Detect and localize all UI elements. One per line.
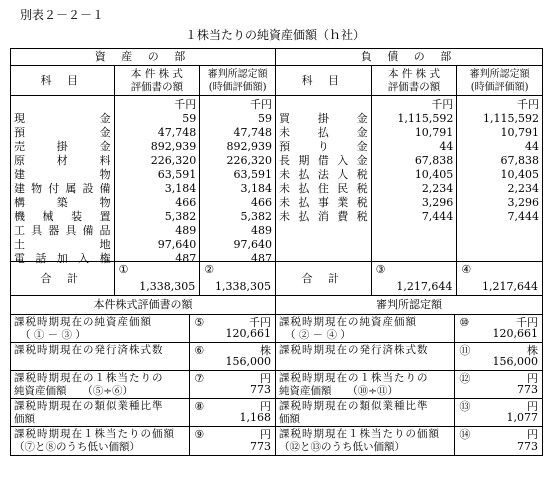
assets-tribunal-values bbox=[200, 96, 276, 265]
tribunal-value: 10,791 bbox=[500, 126, 539, 139]
book-value: 63,591 bbox=[157, 168, 197, 181]
book-value: 67,838 bbox=[414, 154, 454, 167]
assets-book-unit: 千円 bbox=[174, 98, 197, 111]
calc-label: 課税時期現在の類似業種比準 価額 bbox=[276, 399, 455, 426]
account-name: 売 掛 金 bbox=[14, 140, 111, 153]
assets-book-values bbox=[115, 96, 201, 265]
assets-tribunal-unit: 千円 bbox=[250, 98, 272, 111]
book-value: 489 bbox=[175, 224, 197, 237]
account-name: 構 築 物 bbox=[14, 196, 111, 209]
account-name: 未 払 住 民 税 bbox=[279, 182, 368, 195]
liab-total-tribunal-value: 1,217,644 bbox=[482, 280, 538, 293]
liab-col-tribunal: 審判所認定額 (時価評価額) bbox=[469, 68, 530, 93]
liab-total-label: 合 計 bbox=[276, 262, 372, 295]
mark-4: ④ bbox=[461, 263, 472, 276]
book-value: 10,791 bbox=[414, 126, 454, 139]
account-name: 未 払 法 人 税 bbox=[279, 168, 368, 181]
mark-2: ② bbox=[204, 263, 215, 276]
account-name: 買 掛 金 bbox=[279, 112, 368, 125]
liab-tribunal-values bbox=[457, 96, 542, 261]
assets-item-list bbox=[11, 96, 115, 265]
liab-tribunal-unit: 千円 bbox=[516, 98, 539, 111]
mark-1: ① bbox=[118, 263, 129, 276]
tribunal-value: 7,444 bbox=[507, 210, 539, 223]
tribunal-value: 466 bbox=[251, 196, 272, 209]
calc-label: 課税時期現在の純資産価額 （ ② － ④ ） bbox=[276, 315, 455, 342]
liab-col-book: 本 件 株 式 評価書の額 bbox=[372, 66, 458, 95]
net-asset-table bbox=[10, 48, 543, 456]
liab-book-values bbox=[372, 96, 458, 261]
account-name: 原 材 料 bbox=[14, 154, 111, 167]
tribunal-value: 67,838 bbox=[500, 154, 539, 167]
mark-3: ③ bbox=[375, 263, 386, 276]
calc-label: 課税時期現在１株当たりの価額 （⑦と⑧のうち低い価額） bbox=[11, 427, 190, 455]
book-value: 892,939 bbox=[150, 140, 197, 153]
calc-value: ⑩ 千円 120,661 bbox=[459, 316, 538, 340]
calc-value: ⑥ 株 156,000 bbox=[190, 343, 276, 370]
liab-total-tribunal bbox=[457, 262, 542, 295]
book-value: 2,234 bbox=[421, 182, 454, 195]
tribunal-value: 489 bbox=[251, 224, 272, 237]
assets-col-tribunal: 審判所認定額 (時価評価額) bbox=[200, 66, 276, 95]
calc-value: ⑪ 株 156,000 bbox=[459, 344, 538, 368]
tribunal-value: 1,115,592 bbox=[483, 112, 539, 125]
calc-label: 課税時期現在の１株当たりの 純資産価額 （⑤÷⑥） bbox=[11, 371, 190, 398]
calc-label: 課税時期現在の類似業種比準 価額 bbox=[11, 399, 190, 426]
assets-total-tribunal bbox=[200, 262, 276, 295]
book-value: 5,382 bbox=[164, 210, 197, 223]
calc-value: ⑬ 円 1,077 bbox=[459, 400, 538, 424]
account-name: 預 金 bbox=[14, 126, 111, 139]
tribunal-value: 892,939 bbox=[226, 140, 272, 153]
tribunal-value: 2,234 bbox=[507, 182, 539, 195]
assets-total-tribunal-value: 1,338,305 bbox=[215, 280, 271, 293]
liabilities-section-title: 負 債 の 部 bbox=[360, 50, 458, 63]
calc-label: 課税時期現在１株当たりの価額 （⑫と⑬のうち低い価額） bbox=[276, 427, 455, 455]
account-name: 機 械 装 置 bbox=[14, 210, 111, 223]
assets-total-book bbox=[115, 262, 201, 295]
calc-row bbox=[11, 399, 542, 427]
account-name: 建 物 付 属 設 備 bbox=[14, 182, 111, 195]
book-value: 466 bbox=[175, 196, 197, 209]
calc-value: ⑭ 円 773 bbox=[459, 428, 538, 453]
calc-value: ⑦ 円 773 bbox=[190, 371, 276, 398]
tribunal-value: 47,748 bbox=[233, 126, 272, 139]
book-value: 97,640 bbox=[157, 238, 197, 251]
calc-row bbox=[11, 315, 542, 343]
tribunal-value: 63,591 bbox=[233, 168, 272, 181]
tribunal-value: 97,640 bbox=[233, 238, 272, 251]
book-value: 3,296 bbox=[421, 196, 454, 209]
book-value: 59 bbox=[182, 112, 197, 125]
calc-label: 課税時期現在の発行済株式数 bbox=[11, 343, 190, 370]
account-name: 長 期 借 入 金 bbox=[279, 154, 368, 167]
assets-col-item: 科 目 bbox=[11, 66, 115, 95]
assets-section-title: 資 産 の 部 bbox=[11, 49, 276, 65]
calc-label: 課税時期現在の発行済株式数 bbox=[276, 343, 455, 370]
liab-book-unit: 千円 bbox=[431, 98, 454, 111]
liab-total-book-value: 1,217,644 bbox=[396, 280, 453, 293]
book-value: 487 bbox=[175, 252, 197, 265]
liab-total-book bbox=[372, 262, 458, 295]
tribunal-value: 59 bbox=[258, 112, 272, 125]
account-name: 土 地 bbox=[14, 238, 111, 251]
book-value: 3,184 bbox=[164, 182, 197, 195]
tribunal-value: 487 bbox=[251, 252, 272, 265]
calc-value: ⑨ 円 773 bbox=[190, 427, 276, 455]
table-title: １株当たりの純資産価額（ｈ社） bbox=[184, 28, 365, 42]
calc-row bbox=[11, 371, 542, 399]
tribunal-value: 5,382 bbox=[240, 210, 272, 223]
account-name: 建 物 bbox=[14, 168, 111, 181]
account-name: 現 金 bbox=[14, 112, 111, 125]
book-value: 10,405 bbox=[414, 168, 454, 181]
liab-col-item: 科 目 bbox=[276, 66, 372, 95]
tribunal-value: 226,320 bbox=[226, 154, 272, 167]
tribunal-value: 44 bbox=[524, 140, 539, 153]
figure-label: 別表２－２－１ bbox=[20, 8, 105, 22]
calc-value: ⑧ 円 1,168 bbox=[190, 399, 276, 426]
account-name: 未 払 金 bbox=[279, 126, 368, 139]
calc-row bbox=[11, 427, 542, 455]
calc-value: ⑤ 千円 120,661 bbox=[190, 315, 276, 342]
account-name: 未 払 事 業 税 bbox=[279, 196, 368, 209]
assets-total-book-value: 1,338,305 bbox=[139, 280, 196, 293]
account-name: 未 払 消 費 税 bbox=[279, 210, 368, 223]
tribunal-value: 10,405 bbox=[500, 168, 539, 181]
calc-left-header: 本件株式評価書の額 bbox=[11, 296, 276, 314]
assets-total-label: 合 計 bbox=[11, 262, 115, 295]
calc-value: ⑫ 円 773 bbox=[459, 372, 538, 396]
book-value: 7,444 bbox=[421, 210, 454, 223]
account-name: 工 具 器 具 備 品 bbox=[14, 224, 111, 237]
book-value: 44 bbox=[439, 140, 454, 153]
book-value: 47,748 bbox=[157, 126, 197, 139]
book-value: 226,320 bbox=[150, 154, 197, 167]
calc-right-header: 審判所認定額 bbox=[376, 298, 442, 311]
calc-label: 課税時期現在の純資産価額 （ ① － ③ ） bbox=[11, 315, 190, 342]
account-name: 電 話 加 入 権 bbox=[14, 252, 111, 265]
book-value: 1,115,592 bbox=[397, 112, 454, 125]
tribunal-value: 3,296 bbox=[507, 196, 539, 209]
calc-label: 課税時期現在の１株当たりの 純資産価額 （⑩÷⑪） bbox=[276, 371, 455, 398]
calc-row bbox=[11, 343, 542, 371]
liab-item-list bbox=[276, 96, 372, 261]
tribunal-value: 3,184 bbox=[240, 182, 272, 195]
assets-col-book: 本 件 株 式 評価書の額 bbox=[115, 66, 201, 95]
account-name: 預 り 金 bbox=[279, 140, 368, 153]
